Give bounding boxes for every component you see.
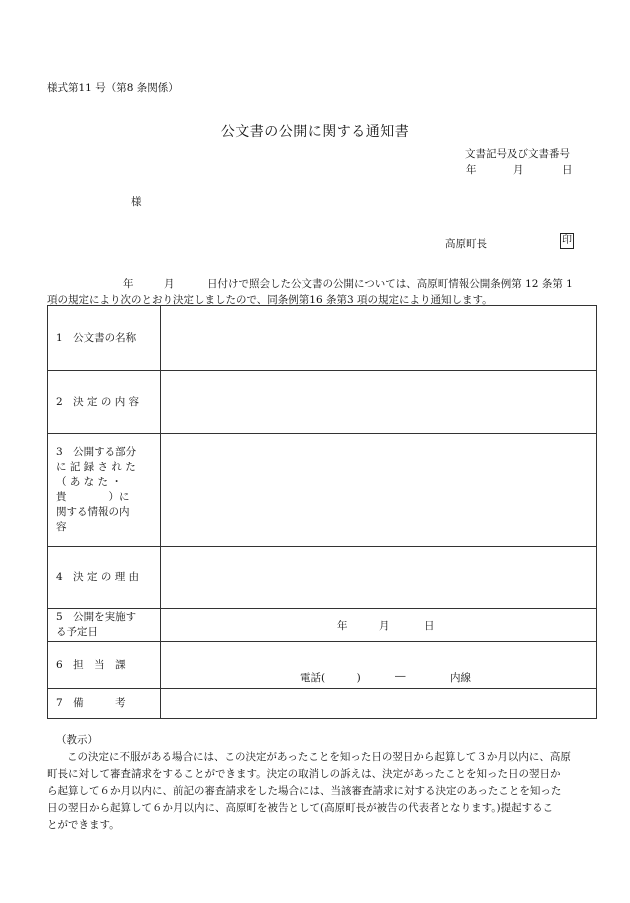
notice-line-5: とができます。 <box>47 819 120 831</box>
disclosed-info-field[interactable] <box>161 434 597 547</box>
disclosed-info-label-line: 貴 ）に <box>56 491 130 503</box>
date-year-label: 年 <box>466 164 477 176</box>
intro-line-1: 日付けで照会した公文書の公開については、高原町情報公開条例第 12 条第 1 <box>207 278 573 290</box>
decision-label: 2 決 定 の 内 容 <box>48 371 161 434</box>
row-remarks <box>48 689 597 719</box>
notice-line-2: 町長に対して審査請求をすることができます。決定の取消しの訴えは、決定があったことを知った日の翌日か <box>47 768 561 780</box>
row-reason <box>48 547 597 609</box>
department-label: 6 担 当 課 <box>48 642 161 689</box>
reason-label: 4 決 定 の 理 由 <box>48 547 161 609</box>
intro-year: 年 <box>123 278 134 290</box>
intro-month: 月 <box>164 278 175 290</box>
row-decision <box>48 371 597 434</box>
notice-form-table <box>47 305 597 719</box>
notice-line-3: ら起算して６か月以内に、前記の審査請求をした場合には、当該審査請求に対する決定のあったことを知った <box>47 785 562 797</box>
reason-field[interactable] <box>161 547 597 609</box>
disclosed-info-label <box>48 434 161 547</box>
notice-line-1: この決定に不服がある場合には、この決定があったことを知った日の翌日から起算して３か月以内に、高原 <box>67 751 571 763</box>
document-number-label: 文書記号及び文書番号 <box>465 148 570 160</box>
schedule-label-line: 5 公開を実施す <box>56 611 137 623</box>
notice-line-4: 日の翌日から起算して６か月以内に、高原町を被告として(高原町長が被告の代表者となります。)提起するこ <box>47 802 554 814</box>
document-name-label: 1 公文書の名称 <box>48 306 161 371</box>
row-document-name <box>48 306 597 371</box>
date-day-label: 日 <box>562 164 573 176</box>
phone-label: 電話( ) <box>300 672 361 684</box>
remarks-field[interactable] <box>161 689 597 719</box>
notice-heading: （教示） <box>56 734 98 746</box>
schedule-label-line: る予定日 <box>56 626 98 638</box>
disclosed-info-label-line: 3 公開する部分 <box>56 446 137 458</box>
extension-label: 内線 <box>450 672 471 684</box>
decision-field[interactable] <box>161 371 597 434</box>
seal-mark: 印 <box>560 233 574 249</box>
schedule-month: 月 <box>379 620 390 632</box>
disclosed-info-label-line: （ あ な た ・ <box>56 476 122 488</box>
row-department <box>48 642 597 689</box>
row-disclosed-info <box>48 434 597 547</box>
phone-dash: ― <box>395 670 406 682</box>
form-number-label: 様式第11 号（第8 条関係） <box>47 82 179 94</box>
schedule-label <box>48 609 161 642</box>
schedule-day: 日 <box>424 620 435 632</box>
remarks-label: 7 備 考 <box>48 689 161 719</box>
date-month-label: 月 <box>513 164 524 176</box>
department-field[interactable] <box>161 642 597 689</box>
schedule-field[interactable] <box>161 609 597 642</box>
schedule-year: 年 <box>337 620 348 632</box>
intro-line-2: 項の規定により次のとおり決定しましたので、同条例第16 条第3 項の規定により通知します。 <box>47 294 493 306</box>
addressee-suffix: 様 <box>131 196 142 208</box>
disclosed-info-label-line: 関する情報の内 <box>56 506 130 518</box>
sender-name: 高原町長 <box>445 238 487 250</box>
row-schedule <box>48 609 597 642</box>
disclosed-info-label-line: に 記 録 さ れ た <box>56 461 136 473</box>
document-title: 公文書の公開に関する通知書 <box>220 124 410 140</box>
disclosed-info-label-line: 容 <box>56 521 67 533</box>
document-name-field[interactable] <box>161 306 597 371</box>
